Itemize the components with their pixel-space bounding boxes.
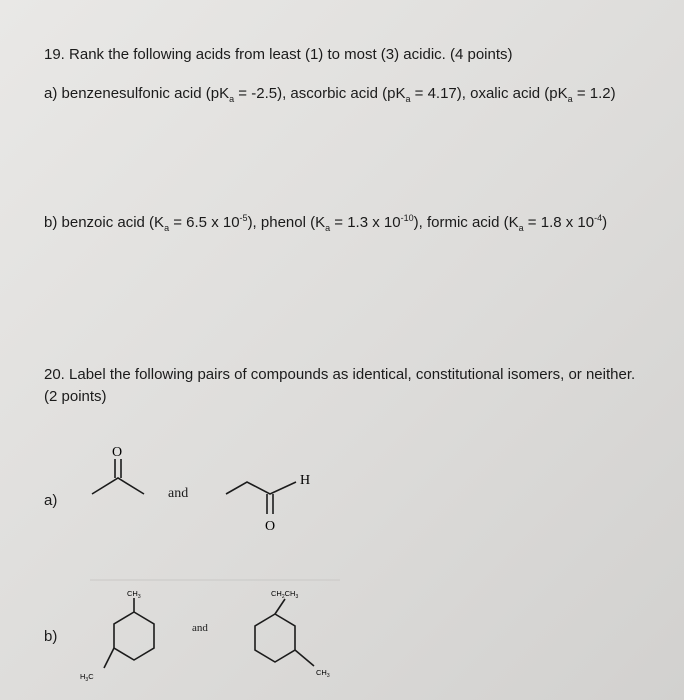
part-b-label: b): [44, 628, 58, 645]
cyclohexane-ring-1: [104, 598, 154, 668]
methyl-right-label: $CH_3$: [316, 668, 330, 679]
methyl-left-label: $H_3C$: [80, 672, 94, 683]
exponent-3: -4: [594, 213, 603, 223]
question-19-heading: 19. Rank the following acids from least (1) to most (3) acidic. (4 points): [44, 46, 513, 63]
pka-subscript: a: [229, 94, 235, 104]
exponent-2: -10: [400, 213, 414, 223]
exponent-1: -5: [239, 213, 248, 223]
carbonyl-oxygen-1: O: [112, 445, 123, 460]
pka-subscript: a: [405, 94, 411, 104]
part-a-value-2: = 4.17), oxalic acid (pK: [410, 85, 568, 102]
ka-subscript: a: [325, 223, 331, 233]
aldehyde-skeleton: [226, 482, 296, 514]
aldehyde-hydrogen: H: [300, 473, 311, 488]
part-a-prefix: a) benzenesulfonic acid (pK: [44, 85, 230, 102]
methyl-top-label: $CH_3$: [127, 589, 141, 600]
part-b-prefix: b) benzoic acid (K: [44, 214, 165, 231]
carbonyl-oxygen-2: O: [265, 519, 276, 534]
and-label-b: and: [192, 622, 208, 634]
part-b-mid-2: ), formic acid (K: [413, 214, 519, 231]
pka-subscript: a: [567, 94, 573, 104]
question-20-heading: 20. Label the following pairs of compounds as identical, constitutional isomers, or neither. (2 points): [44, 366, 636, 405]
part-b-value-1: = 6.5 x 10: [169, 214, 240, 231]
part-b-value-3: = 1.8 x 10: [523, 214, 595, 231]
cyclohexane-ring-2: [255, 599, 314, 666]
part-b-value-2: = 1.3 x 10: [330, 214, 401, 231]
and-label-a: and: [168, 486, 189, 501]
ketone-skeleton: [92, 459, 144, 494]
ka-subscript: a: [164, 223, 170, 233]
ka-subscript: a: [518, 223, 524, 233]
part-b-end: ): [602, 214, 608, 231]
ethyl-label: $CH_2CH_3$: [271, 589, 299, 600]
part-a-value-3: = 1.2): [572, 85, 616, 102]
part-a-label: a): [44, 492, 58, 509]
part-b-mid-1: ), phenol (K: [247, 214, 326, 231]
part-a-value-1: = -2.5), ascorbic acid (pK: [234, 85, 406, 102]
